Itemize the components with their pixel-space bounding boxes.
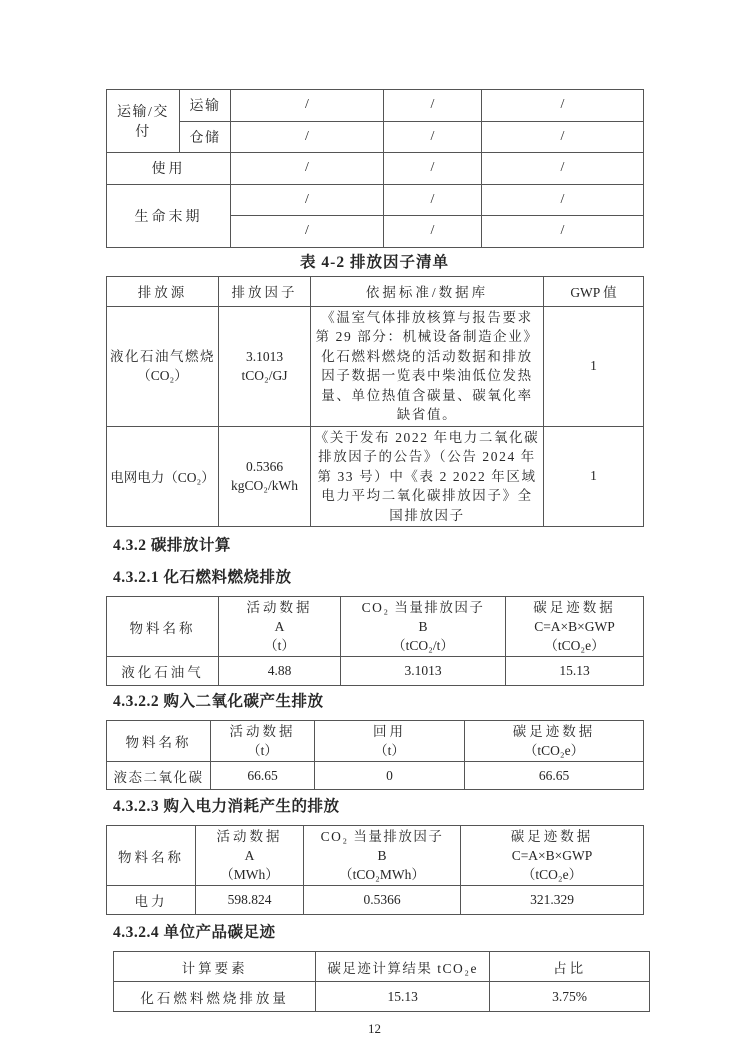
header-line: C=A×B×GWP <box>511 848 593 863</box>
table-row <box>107 90 644 122</box>
section-heading-4-3-2-2: 4.3.2.2 购入二氧化碳产生排放 <box>113 693 324 710</box>
header-line: B <box>418 619 428 634</box>
header-reuse <box>315 721 465 762</box>
lifecycle-stage-use: 使用 <box>107 153 231 185</box>
lifecycle-value: / <box>384 121 482 153</box>
cell-factor: 0.5366 <box>304 886 461 915</box>
cell-factor: 3.1013 <box>341 657 506 686</box>
cell-calculation-element: 化石燃料燃烧排放量 <box>114 982 316 1012</box>
lifecycle-value: / <box>482 90 644 122</box>
factor-value: 3.1013 <box>245 349 284 364</box>
header-line: B <box>377 848 387 863</box>
header-line: （MWh） <box>220 867 279 882</box>
header-line: （t） <box>247 743 278 758</box>
header-line: 活动数据 <box>246 600 313 615</box>
header-line: （tCO₂/t） <box>392 638 454 653</box>
header-co2-factor <box>304 826 461 886</box>
cell-emission-factor <box>219 426 311 527</box>
page-content <box>106 89 643 1037</box>
cell-footprint: 321.329 <box>461 886 644 915</box>
header-footprint-data <box>461 826 644 886</box>
table-row <box>107 153 644 185</box>
header-activity-data <box>219 597 341 657</box>
table-4-2-title: 表 4-2 排放因子清单 <box>300 253 449 271</box>
section-heading-4-3-2-1: 4.3.2.1 化石燃料燃烧排放 <box>113 569 292 586</box>
lifecycle-value: / <box>231 216 384 248</box>
table-header-row <box>107 276 644 306</box>
cell-emission-factor <box>219 306 311 426</box>
lifecycle-value: / <box>384 90 482 122</box>
lifecycle-value: / <box>231 153 384 185</box>
table-row <box>107 762 644 790</box>
table-row <box>107 121 644 153</box>
cell-share: 3.75% <box>490 982 650 1012</box>
header-activity-data <box>211 721 315 762</box>
header-material-name: 物料名称 <box>107 721 211 762</box>
header-line: （t） <box>374 743 405 758</box>
factor-unit: tCO₂/GJ <box>241 368 288 383</box>
purchased-electricity-table <box>106 825 644 915</box>
header-share: 占比 <box>490 952 650 982</box>
lifecycle-table <box>106 89 644 248</box>
header-line: 碳足迹数据 <box>510 829 594 844</box>
lifecycle-value: / <box>482 184 644 216</box>
purchased-co2-table <box>106 720 644 790</box>
lifecycle-value: / <box>482 153 644 185</box>
page-number: 12 <box>368 1021 381 1036</box>
cell-activity: 66.65 <box>211 762 315 790</box>
lifecycle-value: / <box>231 184 384 216</box>
header-footprint-result: 碳足迹计算结果 tCO₂e <box>316 952 490 982</box>
header-line: C=A×B×GWP <box>534 619 615 634</box>
table-row <box>107 426 644 527</box>
header-standard-database: 依据标准/数据库 <box>311 276 544 306</box>
lifecycle-value: / <box>384 184 482 216</box>
header-emission-factor: 排放因子 <box>219 276 311 306</box>
header-line: 碳足迹数据 <box>512 724 596 739</box>
header-line: （tCO₂e） <box>523 743 585 758</box>
emission-factor-table <box>106 276 644 528</box>
header-footprint-data <box>465 721 644 762</box>
lifecycle-stage-transport: 运输 <box>180 90 231 122</box>
cell-activity: 4.88 <box>219 657 341 686</box>
lifecycle-value: / <box>482 121 644 153</box>
header-line: （tCO₂MWh） <box>339 867 425 882</box>
header-line: CO₂ 当量排放因子 <box>320 829 444 844</box>
lifecycle-stage-end-of-life: 生命末期 <box>107 184 231 247</box>
fossil-fuel-emission-table <box>106 596 644 686</box>
header-line: 回用 <box>373 724 406 739</box>
cell-material: 液化石油气 <box>107 657 219 686</box>
cell-material: 电力 <box>107 886 196 915</box>
factor-unit: kgCO₂/kWh <box>231 478 298 494</box>
header-line: CO₂ 当量排放因子 <box>361 600 485 615</box>
header-line: A <box>274 619 285 634</box>
source-gas: （CO₂） <box>137 368 188 383</box>
header-co2-factor <box>341 597 506 657</box>
table-row <box>107 306 644 426</box>
cell-gwp: 1 <box>544 426 644 527</box>
unit-product-footprint-table <box>113 951 650 1012</box>
header-activity-data <box>196 826 304 886</box>
header-line: A <box>244 848 255 863</box>
section-heading-4-3-2-3: 4.3.2.3 购入电力消耗产生的排放 <box>113 798 340 815</box>
cell-emission-source <box>107 306 219 426</box>
cell-footprint-result: 15.13 <box>316 982 490 1012</box>
factor-value: 0.5366 <box>245 459 284 475</box>
lifecycle-value: / <box>384 216 482 248</box>
cell-standard: 《温室气体排放核算与报告要求第 29 部分：机械设备制造企业》化石燃料燃烧的活动数据和排放因子数据一览表中柴油低位发热量、单位热值含碳量、碳氧化率缺省值。 <box>311 306 544 426</box>
section-heading-4-3-2-4: 4.3.2.4 单位产品碳足迹 <box>113 924 276 941</box>
table-row <box>114 982 650 1012</box>
source-name: 液化石油气燃烧 <box>110 349 215 364</box>
lifecycle-value: / <box>384 153 482 185</box>
table-row <box>107 886 644 915</box>
cell-material: 液态二氧化碳 <box>107 762 211 790</box>
table-header-row <box>114 952 650 982</box>
header-calculation-element: 计算要素 <box>114 952 316 982</box>
header-emission-source: 排放源 <box>107 276 219 306</box>
cell-emission-source: 电网电力（CO₂） <box>107 426 219 527</box>
header-footprint-data <box>506 597 644 657</box>
table-row <box>107 657 644 686</box>
header-line: 活动数据 <box>229 724 296 739</box>
lifecycle-stage-storage: 仓储 <box>180 121 231 153</box>
table-row <box>107 184 644 216</box>
cell-footprint: 66.65 <box>465 762 644 790</box>
header-line: 活动数据 <box>216 829 283 844</box>
table-header-row <box>107 597 644 657</box>
cell-reuse: 0 <box>315 762 465 790</box>
lifecycle-group-transport-delivery: 运输/交付 <box>107 90 180 153</box>
header-material-name: 物料名称 <box>107 597 219 657</box>
table-header-row <box>107 826 644 886</box>
lifecycle-value: / <box>482 216 644 248</box>
header-line: （tCO₂e） <box>544 638 605 653</box>
cell-footprint: 15.13 <box>506 657 644 686</box>
header-line: （tCO₂e） <box>521 867 583 882</box>
table-header-row <box>107 721 644 762</box>
cell-activity: 598.824 <box>196 886 304 915</box>
header-gwp: GWP 值 <box>544 276 644 306</box>
header-line: （t） <box>264 638 295 653</box>
header-material-name: 物料名称 <box>107 826 196 886</box>
header-line: 碳足迹数据 <box>533 600 616 615</box>
lifecycle-value: / <box>231 90 384 122</box>
section-heading-4-3-2: 4.3.2 碳排放计算 <box>113 537 231 554</box>
cell-standard: 《关于发布 2022 年电力二氧化碳排放因子的公告》（公告 2024 年 第 33 号）中《表 2 2022 年区域电力平均二氧化碳排放因子》全国排放因子 <box>311 426 544 527</box>
cell-gwp: 1 <box>544 306 644 426</box>
lifecycle-value: / <box>231 121 384 153</box>
